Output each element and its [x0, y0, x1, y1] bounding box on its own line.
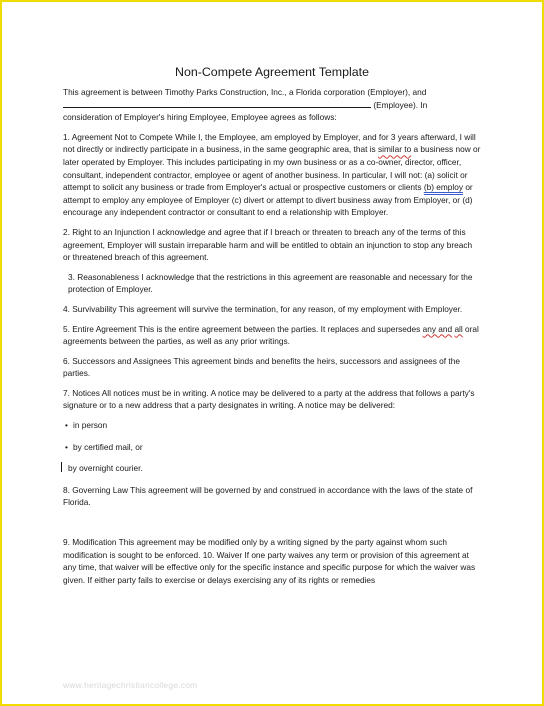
grammar-check-employ: (b) employ — [423, 182, 464, 193]
section-3-reasonableness: 3. Reasonableness I acknowledge that the restrictions in this agreement are reasonable and necessary for the protection of Employer. — [68, 271, 473, 295]
text-cursor-icon — [61, 462, 62, 472]
document-page — [63, 64, 481, 593]
section-9-modification: 9. Modification This agreement may be modified only by a writing signed by the party against whom such modification is sought to be enforced. 10. Waiver If one party waives any term or provision of this agreement at any time, that waiver will be effective only for the specific instance and specific purpose for which the waiver was given. If either party fails to exercise or delays exercising any of its rights or remedies — [63, 537, 476, 585]
section-1-text-a: 1. Agreement Not to Compete While I, the Employee, am employed by Employer, and for 3 years afterward, I will not directly or indirectly participate in a business, in the same geographic area, that is — [63, 131, 476, 155]
section-8-governing-law: 8. Governing Law This agreement will be governed by and construed in accordance with the laws of the state of Florida. — [63, 484, 473, 508]
section-1-text-c: or attempt to employ any employee of Employer (c) divert or attempt to divert business away from Employer, or (d) encourage any independent contractor or consultant to end a relationship with Employer. — [63, 182, 473, 218]
employee-name-blank[interactable] — [63, 99, 371, 108]
site-watermark: www.heritagechristiancollege.com — [63, 680, 198, 690]
bullet-item-overnight-courier — [61, 462, 481, 475]
intro-paragraph — [63, 86, 481, 124]
spellcheck-any-and: any and — [422, 323, 453, 334]
bullet-icon: • — [65, 420, 68, 431]
section-5-entire-agreement — [63, 323, 481, 348]
spellcheck-all: all — [454, 323, 463, 334]
section-1-text-b: a business now or later operated by Employer. This includes participating in my own business or as a co-owner, director, officer, consultant, independent contractor, employee or agent of another business. In particular, I will not: (a) solicit or attempt to solicit any business or trade from Employer's actual or prospective customers or clients — [63, 144, 481, 193]
intro-employee-tail: (Employee). In — [373, 99, 428, 110]
bullet-icon: • — [65, 441, 68, 452]
bullet-text: by overnight courier. — [68, 463, 143, 474]
intro-line-2 — [63, 99, 481, 112]
blank-gap — [63, 516, 481, 536]
section-7-notices: 7. Notices All notices must be in writing. A notice may be delivered to a party at the address that follows a party's signature or to a new address that a party designates in writing. A notice may be delivered: — [63, 387, 475, 411]
document-title: Non-Compete Agreement Template — [175, 65, 369, 79]
bullet-text: in person — [73, 420, 108, 431]
intro-line-1: This agreement is between Timothy Parks Construction, Inc., a Florida corporation (Employer), and — [63, 87, 427, 97]
section-5-text-b: oral agreements between the parties, as well as any prior writings. — [63, 323, 479, 347]
intro-line-3: consideration of Employer's hiring Employee, Employee agrees as follows: — [63, 112, 337, 123]
section-1-non-compete — [63, 131, 481, 219]
spellcheck-similar-to: similar to — [378, 144, 412, 155]
bullet-item-in-person — [65, 419, 481, 432]
section-4-survivability: 4. Survivability This agreement will survive the termination, for any reason, of my employment with Employer. — [63, 303, 463, 314]
bullet-text: by certified mail, or — [73, 441, 143, 452]
section-6-successors: 6. Successors and Assignees This agreement binds and benefits the heirs, successors and assignees of the parties. — [63, 355, 460, 379]
section-5-text-a: 5. Entire Agreement This is the entire agreement between the parties. It replaces and supersedes — [63, 323, 423, 334]
section-2-injunction: 2. Right to an Injunction I acknowledge and agree that if I breach or threaten to breach any of the terms of this agreement, Employer will sustain irreparable harm and will be entitled to obtain an injunction to stop any breach or threatened breach of this agreement. — [63, 226, 473, 263]
bullet-item-certified-mail — [65, 441, 481, 454]
